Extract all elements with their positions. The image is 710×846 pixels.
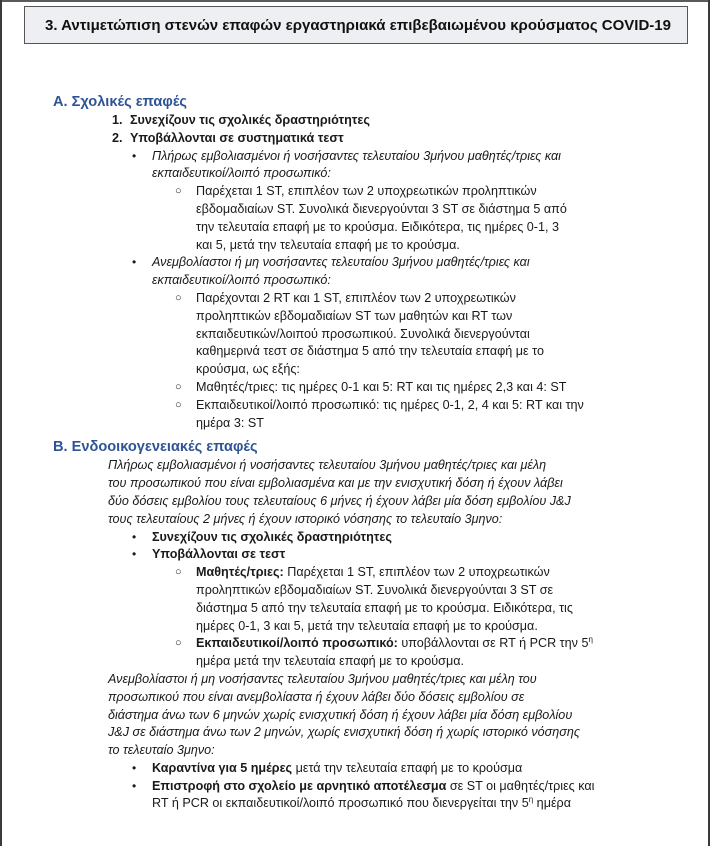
- bullet-text-line: εκπαιδευτικοί/λοιπό προσωπικό:: [152, 273, 331, 288]
- section-a-heading: Α. Σχολικές επαφές: [53, 94, 188, 110]
- bullet-dot-icon: •: [132, 529, 137, 544]
- bullet-tests: [0, 546, 710, 564]
- sub-bullet-line: Παρέχεται 1 ST, επιπλέον των 2 υποχρεωτικών προληπτικών: [196, 184, 537, 199]
- sub-bullet-line: ημέρα μετά την τελευταία επαφή με το κρούσμα.: [196, 654, 464, 669]
- sub-bullet-label: Εκπαιδευτικοί/λοιπό προσωπικό:: [196, 636, 398, 651]
- circle-bullet-icon: ○: [175, 185, 182, 198]
- section-b-heading: Β. Ενδοοικογενειακές επαφές: [53, 439, 258, 456]
- bullet-dot-icon: •: [132, 148, 137, 163]
- circle-bullet-icon: ○: [175, 398, 182, 411]
- bullet-dot-icon: •: [132, 255, 137, 270]
- sub-bullet-line: ημέρα 3: ST: [196, 415, 264, 430]
- sub-bullet-line: διάστημα 5 από την τελευταία επαφή με το κρούσμα. Ειδικότερα, τις: [196, 600, 573, 615]
- paragraph-line: δύο δόσεις εμβολίου τους τελευταίους 6 μήνες ή έχουν λάβει μία δόση εμβολίου J&J: [108, 493, 571, 508]
- bullet-vaccinated: [0, 148, 710, 184]
- item-number: 1.: [112, 113, 123, 127]
- sub-bullet-text: υποβάλλονται σε RT ή PCR την 5: [397, 636, 589, 651]
- sub-bullet-line: και 5, μετά την τελευταία επαφή με το κρούσμα.: [196, 237, 460, 252]
- document-body: [0, 92, 710, 813]
- bullet-text-line: Υποβάλλονται σε τεστ: [152, 547, 286, 562]
- bullet-text-line: Συνεχίζουν τις σχολικές δραστηριότητες: [152, 529, 392, 544]
- paragraph-line: Πλήρως εμβολιασμένοι ή νοσήσαντες τελευταίου 3μήνου μαθητές/τριες και μέλη: [108, 458, 547, 473]
- sub-bullet-line: [196, 635, 710, 653]
- bold-text: Επιστροφή στο σχολείο με αρνητικό αποτέλεσμα: [152, 778, 447, 793]
- bullet-dot-icon: •: [132, 547, 137, 562]
- item-number: 2.: [112, 130, 123, 145]
- bullet-text-line: εκπαιδευτικοί/λοιπό προσωπικό:: [152, 166, 331, 181]
- sub-bullet-line: [196, 564, 710, 582]
- circle-bullet-icon: ○: [175, 291, 182, 304]
- paragraph-line: του προσωπικού που είναι εμβολιασμένα και με την ενισχυτική δόση ή έχουν λάβει: [108, 476, 563, 491]
- superscript: η: [588, 635, 593, 645]
- circle-bullet-icon: ○: [175, 637, 182, 650]
- numbered-item-2: [112, 130, 710, 148]
- bullet-rest-text: σε ST οι μαθητές/τριες και: [446, 778, 595, 793]
- paragraph-line: Ανεμβολίαστοι ή μη νοσήσαντες τελευταίου 3μήνου μαθητές/τριες και μέλη του: [108, 671, 537, 686]
- sub-bullet-line: κρούσμα, ως εξής:: [196, 362, 300, 377]
- bullet-rest-text: μετά την τελευταία επαφή με το κρούσμα: [292, 760, 523, 775]
- bullet-text-line: [152, 778, 710, 796]
- circle-bullet-icon: ○: [175, 380, 182, 393]
- bullet-return-to-school: [0, 778, 710, 814]
- sub-bullet-students-schedule: [0, 379, 710, 397]
- paragraph-line: J&J σε διάστημα άνω των 2 μηνών, χωρίς ενισχυτική δόση ή χωρίς ιστορικό νόσησης: [108, 725, 580, 740]
- bullet-rest-text: ημέρα: [533, 796, 572, 811]
- sub-bullet-line: Εκπαιδευτικοί/λοιπό προσωπικό: τις ημέρες 0-1, 2, 4 και 5: RT και την: [196, 397, 584, 412]
- sub-bullet-line: εκπαιδευτικών/λοιπού προσωπικού. Συνολικά διενεργούνται: [196, 326, 530, 341]
- bullet-text-line: [152, 795, 710, 813]
- item-text: Συνεχίζουν τις σχολικές δραστηριότητες: [130, 113, 370, 127]
- sub-bullet-staff: [0, 635, 710, 671]
- paragraph-line: προσωπικού που είναι ανεμβολίαστα ή έχουν λάβει δύο δόσεις εμβολίου σε: [108, 689, 525, 704]
- paragraph-line: διάστημα άνω των 6 μηνών χωρίς ενισχυτική δόση ή έχουν λάβει μία δόση εμβολίου: [108, 707, 573, 722]
- bold-text: Καραντίνα για 5 ημέρες: [152, 760, 293, 775]
- bullet-continue-activities: [0, 529, 710, 547]
- bullet-text-line: [152, 760, 710, 778]
- bullet-rest-text: RT ή PCR οι εκπαιδευτικοί/λοιπό προσωπικό που διενεργείται την 5: [152, 796, 529, 811]
- sub-bullet-line: την τελευταία επαφή με το κρούσμα. Ειδικότερα, τις ημέρες 0-1, 3: [196, 219, 559, 234]
- bullet-unvaccinated: [0, 254, 710, 290]
- sub-bullet-label: Μαθητές/τριες:: [196, 565, 284, 580]
- paragraph-line: το τελευταίο 3μηνο:: [108, 743, 215, 758]
- sub-bullet-line: ημέρες 0-1, 3 και 5, μετά την τελευταία επαφή με το κρούσμα.: [196, 618, 538, 633]
- sub-bullet-line: Μαθητές/τριες: τις ημέρες 0-1 και 5: RT και τις ημέρες 2,3 και 4: ST: [196, 379, 567, 394]
- sub-bullet-line: Παρέχονται 2 RT και 1 ST, επιπλέον των 2 υποχρεωτικών: [196, 290, 516, 305]
- bullet-text-line: Ανεμβολίαστοι ή μη νοσήσαντες τελευταίου 3μήνου μαθητές/τριες και: [152, 255, 530, 270]
- sub-bullet-line: καθημερινά τεστ σε διάστημα 5 από την τελευταία επαφή με το: [196, 344, 544, 359]
- sub-bullet-unvaccinated-tests: [0, 290, 710, 379]
- sub-bullet-line: προληπτικών εβδομαδιαίων ST. Συνολικά διενεργούνται 3 ST σε: [196, 582, 554, 597]
- bullet-quarantine: [0, 760, 710, 778]
- sub-bullet-line: προληπτικών εβδομαδιαίων ST των μαθητών και RT των: [196, 308, 513, 323]
- item-text: Υποβάλλονται σε συστηματικά τεστ: [130, 130, 344, 145]
- sub-bullet-text: Παρέχεται 1 ST, επιπλέον των 2 υποχρεωτικών: [283, 565, 550, 580]
- bullet-dot-icon: •: [132, 778, 137, 793]
- paragraph-line: τους τελευταίους 2 μήνες ή έχουν ιστορικό νόσησης το τελευταίο 3μηνο:: [108, 511, 503, 526]
- bullet-dot-icon: •: [132, 760, 137, 775]
- bullet-text-line: Πλήρως εμβολιασμένοι ή νοσήσαντες τελευταίου 3μήνου μαθητές/τριες και: [152, 148, 561, 163]
- page-edge-top: [0, 0, 710, 2]
- sub-bullet-staff-schedule: [0, 397, 710, 433]
- sub-bullet-vaccinated-tests: [0, 183, 710, 254]
- document-title: 3. Αντιμετώπιση στενών επαφών εργαστηριακά επιβεβαιωμένου κρούσματος COVID-19: [24, 6, 688, 44]
- superscript: η: [528, 795, 534, 805]
- sub-bullet-students: [0, 564, 710, 635]
- numbered-item-1: [112, 112, 710, 130]
- sub-bullet-line: εβδομαδιαίων ST. Συνολικά διενεργούνται 3 ST σε διάστημα 5 από: [196, 201, 567, 216]
- circle-bullet-icon: ○: [175, 566, 182, 579]
